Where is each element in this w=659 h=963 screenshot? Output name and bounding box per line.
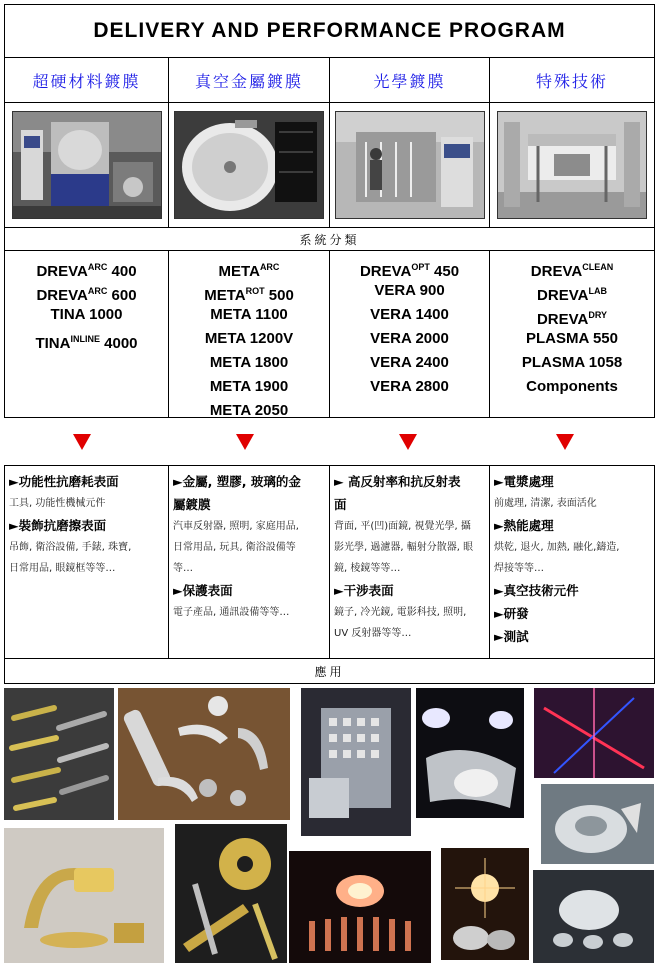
down-arrow-icon	[399, 434, 417, 450]
machine-photo-dreva	[12, 111, 162, 219]
program-table	[4, 4, 655, 418]
system-item: $DREVA^{ARC}$ 600	[36, 286, 137, 304]
category-row	[5, 58, 654, 103]
mirror-parts-photo	[533, 870, 654, 963]
category-hard-coating: 超硬材料鍍膜	[5, 58, 169, 102]
car-headlight-photo	[416, 688, 524, 818]
app-heading: ►研發	[494, 606, 529, 621]
system-item: META 1200V	[204, 330, 294, 347]
page-title: DELIVERY AND PERFORMANCE PROGRAM	[5, 5, 654, 58]
electronics-photo	[301, 688, 411, 836]
app-heading: ►功能性抗磨耗表面	[9, 474, 119, 489]
reflector-photo	[541, 784, 654, 864]
system-list-col-1	[5, 251, 169, 417]
down-arrow-row	[4, 426, 655, 456]
app-heading: ►真空技術元件	[494, 583, 579, 598]
applications-col-3	[330, 466, 490, 658]
system-list-col-4	[490, 251, 654, 417]
system-list-col-2	[169, 251, 330, 417]
system-item: Components	[526, 378, 618, 395]
application-section-label: 應用	[314, 664, 345, 679]
system-item: VERA 900	[374, 282, 445, 299]
machine-photo-meta	[174, 111, 324, 219]
applications-row	[5, 466, 654, 659]
app-detail: 影光學, 過濾器, 輻射分散器, 眼	[334, 542, 474, 553]
system-item: VERA 2800	[370, 378, 449, 395]
system-list-row	[5, 251, 654, 417]
system-item: $DREVA^{LAB}$	[537, 286, 607, 304]
system-item: PLASMA 1058	[521, 354, 623, 371]
app-heading: 屬鍍膜	[173, 497, 211, 512]
category-special-tech: 特殊技術	[535, 71, 608, 91]
app-detail: UV 反射器等等…	[334, 628, 412, 639]
application-photo-gallery	[0, 686, 659, 963]
app-detail: 等…	[173, 563, 193, 574]
cutting-tools-photo	[175, 824, 287, 963]
system-item: VERA 2000	[370, 330, 449, 347]
system-item: $DREVA^{DRY}$	[536, 310, 608, 328]
machine-photo-row	[5, 103, 654, 228]
lamp-reflector-photo	[441, 848, 529, 960]
system-section-label: 系統分類	[5, 228, 654, 251]
app-heading: ►保護表面	[173, 583, 233, 598]
system-item: META 1900	[209, 378, 289, 395]
system-item: META 1800	[209, 354, 289, 371]
app-detail: 汽車反射器, 照明, 家庭用品,	[173, 521, 299, 532]
app-detail: 電子產品, 通訊設備等等…	[173, 607, 290, 618]
app-detail: 鏡子, 冷光鏡, 電影科技, 照明,	[334, 607, 467, 618]
system-list-col-3	[330, 251, 490, 417]
down-arrow-icon	[73, 434, 91, 450]
app-heading: ►干涉表面	[334, 583, 394, 598]
app-detail: 背面, 平(凹)面鏡, 視覺光學, 攝	[334, 521, 471, 532]
system-item: PLASMA 550	[526, 330, 618, 347]
down-arrow-icon	[236, 434, 254, 450]
system-item: VERA 1400	[370, 306, 449, 323]
system-item: VERA 2400	[370, 354, 449, 371]
down-arrow-icon	[556, 434, 574, 450]
applications-col-2	[169, 466, 330, 658]
tools-photo	[4, 688, 114, 820]
app-detail: 烘乾, 退火, 加熱, 融化,鑄造,	[494, 542, 620, 553]
system-item: $DREVA^{ARC}$ 400	[36, 262, 137, 280]
app-heading: ► 高反射率和抗反射表	[334, 474, 461, 489]
app-detail: 前處理, 清潔, 表面活化	[494, 498, 597, 509]
system-item: $DREVA^{OPT}$ 450	[359, 262, 460, 280]
app-heading: 面	[334, 497, 347, 512]
app-detail: 吊飾, 衛浴設備, 手錶, 珠寶,	[9, 542, 132, 553]
applications-table	[4, 465, 655, 684]
machine-photo-vera	[335, 111, 485, 219]
system-item: $META^{ROT}$ 500	[204, 286, 294, 304]
machine-photo-plasma	[497, 111, 647, 219]
applications-col-1	[5, 466, 169, 658]
app-heading: ►金屬, 塑膠, 玻璃的金	[173, 474, 301, 489]
system-item: META 1100	[210, 306, 288, 323]
app-detail: 日常用品, 眼鏡框等等…	[9, 563, 116, 574]
system-item: $META^{ARC}$	[218, 262, 280, 280]
app-detail: 鏡, 棱鏡等等…	[334, 563, 401, 574]
app-heading: ►測試	[494, 629, 529, 644]
category-metal-coating: 真空金屬鍍膜	[169, 58, 330, 102]
category-optical-coating: 光學鍍膜	[330, 58, 490, 102]
app-detail: 工具, 功能性機械元件	[9, 498, 106, 509]
faucet-photo	[4, 828, 164, 963]
app-heading: ►電漿處理	[494, 474, 554, 489]
laser-optics-photo	[534, 688, 654, 778]
system-item: TINA 1000	[50, 306, 123, 323]
system-item: $TINA^{INLINE}$ 4000	[35, 334, 138, 352]
applications-col-4	[490, 466, 654, 658]
system-item: META 2050	[209, 402, 289, 419]
system-item: $DREVA^{CLEAN}$	[530, 262, 614, 280]
coating-chamber-photo	[289, 851, 431, 963]
app-heading: ►熱能處理	[494, 518, 554, 533]
app-detail: 焊接等等…	[494, 563, 544, 574]
door-handles-photo	[118, 688, 290, 820]
app-heading: ►裝飾抗磨擦表面	[9, 518, 107, 533]
app-detail: 日常用品, 玩具, 衛浴設備等	[173, 542, 296, 553]
